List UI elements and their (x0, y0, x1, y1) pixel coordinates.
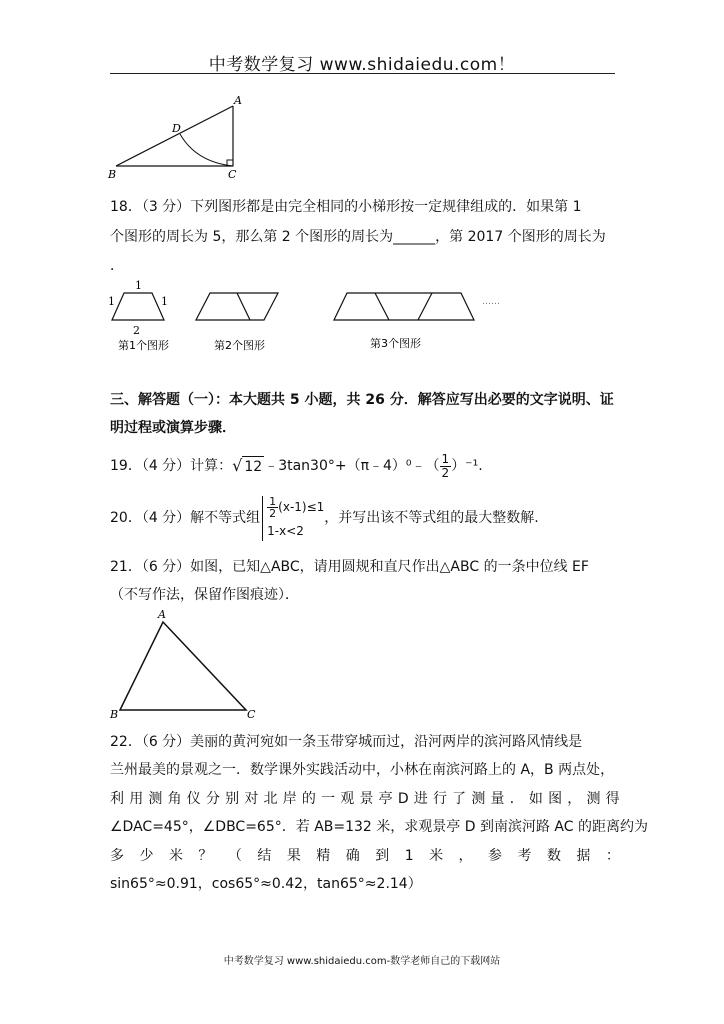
q22-line1: 22．（6 分）美丽的黄河宛如一条玉带穿城而过，沿河两岸的滨河路风情线是 (110, 734, 583, 750)
word: 图 (548, 791, 563, 807)
vertex-label-C: C (228, 168, 237, 181)
word: 观 (340, 791, 355, 807)
word: 测 (148, 791, 163, 807)
word: 利 (110, 791, 124, 807)
word: 测 (586, 791, 601, 807)
word: ： (605, 848, 620, 864)
word: 据 (576, 848, 591, 864)
q20-suffix: ，并写出该不等式组的最大整数解. (324, 510, 539, 526)
fig3-divider-1 (375, 293, 389, 320)
word: （ (227, 848, 242, 864)
fig1-top-length: 1 (135, 279, 142, 292)
inequality-2: 1-x<2 (267, 523, 304, 538)
fraction-numerator: 1 (441, 451, 450, 466)
word: 亭 (378, 791, 393, 807)
ineq1-rest: (x-1)≤1 (278, 500, 325, 514)
q18-line1: 18．（3 分）下列图形都是由完全相同的小梯形按一定规律组成的．如果第 1 (110, 199, 582, 215)
word: 用 (129, 791, 144, 807)
word: 考 (517, 848, 532, 864)
sqrt-symbol: √ (232, 456, 243, 475)
caption-fig1: 第1个图形 (118, 339, 169, 352)
q20-line (110, 492, 620, 544)
q19-line (110, 452, 620, 480)
word: 米 (168, 848, 183, 864)
q19-prefix: 19．（4 分）计算： (110, 458, 233, 474)
fig3-divider-2 (418, 293, 432, 320)
inequality-system (262, 496, 324, 541)
q21-vertex-A: A (158, 608, 166, 621)
word: 仪 (186, 791, 201, 807)
caption-fig2: 第2个图形 (214, 339, 265, 352)
q22-line4: ∠DAC=45°，∠DBC=65°．若 AB=132 米，求观景亭 D 到南滨河路 AC 的距离约为 (110, 819, 648, 835)
fig1-left-length: 1 (108, 295, 115, 308)
triangle-abc-figure (0, 600, 724, 720)
word: 到 (375, 848, 390, 864)
word: 少 (139, 848, 154, 864)
fraction-one-half (440, 453, 452, 480)
q18-line3: ． (110, 258, 124, 274)
word: 行 (432, 791, 447, 807)
inequality-1 (267, 496, 324, 519)
word: 角 (167, 791, 182, 807)
q21-vertex-C: C (247, 708, 256, 721)
word: ， (458, 848, 473, 864)
word: 对 (244, 791, 259, 807)
fig1-bottom-length: 2 (133, 324, 140, 337)
word: 得 (605, 791, 620, 807)
q22-line6: sin65°≈0.91，cos65°≈0.42，tan65°≈2.14） (110, 876, 422, 892)
word: 别 (225, 791, 240, 807)
word: ， (567, 791, 582, 807)
word: 确 (345, 848, 360, 864)
caption-fig3: 第3个图形 (370, 337, 421, 350)
sqrt-radicand: 12 (242, 456, 264, 477)
word: 1 (404, 848, 414, 864)
word: 了 (452, 791, 467, 807)
word: 参 (488, 848, 503, 864)
fraction-denominator: 2 (441, 465, 450, 480)
parallelogram-fig2 (196, 293, 278, 320)
word: 景 (359, 791, 374, 807)
word: 进 (413, 791, 428, 807)
fig1-right-length: 1 (161, 295, 168, 308)
ineq1-numerator: 1 (269, 494, 277, 508)
point-label-D: D (172, 122, 181, 135)
q18-line2: 个图形的周长为 5，那么第 2 个图形的周长为______，第 2017 个图形的周长为 (110, 229, 606, 245)
trapezoid-fig1 (112, 293, 164, 320)
word: 如 (528, 791, 543, 807)
q19-middle: ﹣3tan30°+（π﹣4）⁰﹣（ (264, 458, 440, 474)
word: 果 (286, 848, 301, 864)
fig2-divider (237, 293, 250, 320)
q19-suffix: ）⁻¹. (451, 458, 483, 474)
q22-line3 (110, 789, 620, 809)
page-header-title: 中考数学复习 www.shidaiedu.com！ (208, 55, 516, 75)
ineq1-denominator: 2 (269, 506, 277, 520)
q20-prefix: 20．（4 分）解不等式组 (110, 510, 261, 526)
section3-heading-line2: 明过程或演算步骤． (110, 420, 236, 436)
word: 测 (471, 791, 486, 807)
vertex-label-B: B (108, 168, 117, 181)
word: ． (509, 791, 524, 807)
word: 量 (490, 791, 505, 807)
word: 的 (301, 791, 316, 807)
right-triangle-figure (0, 0, 724, 190)
triangle-ABC (120, 622, 246, 710)
word: 数 (546, 848, 561, 864)
ineq1-fraction (267, 496, 278, 519)
word: 岸 (282, 791, 297, 807)
pattern-ellipsis: …… (482, 297, 500, 307)
q21-line1: 21．（6 分）如图，已知△ABC，请用圆规和直尺作出△ABC 的一条中位线 EF (110, 559, 589, 575)
word: 多 (110, 848, 124, 864)
section3-heading-line1: 三、解答题（一）：本大题共 5 小题，共 26 分．解答应写出必要的文字说明、证 (110, 392, 614, 408)
arc-D-to-C (180, 134, 233, 166)
word: 米 (429, 848, 444, 864)
page-footer: 中考数学复习 www.shidaiedu.com-数学老师自己的下载网站 (223, 956, 501, 967)
word: 北 (263, 791, 278, 807)
trapezoid-pattern-figure (0, 280, 724, 360)
triangle-hypotenuse-BA (116, 106, 233, 166)
vertex-label-A: A (234, 94, 242, 107)
word: 分 (205, 791, 220, 807)
q22-line2: 兰州最美的景观之一．数学课外实践活动中，小林在南滨河路上的 A，B 两点处， (110, 762, 615, 778)
word: ？ (198, 848, 213, 864)
word: D (397, 791, 409, 807)
word: 结 (257, 848, 272, 864)
q21-line2: （不写作法，保留作图痕迹）． (110, 587, 299, 603)
word: 一 (321, 791, 336, 807)
q22-line5 (110, 846, 620, 866)
q21-vertex-B: B (110, 708, 119, 721)
shape-fig3 (334, 293, 474, 320)
word: 精 (316, 848, 331, 864)
